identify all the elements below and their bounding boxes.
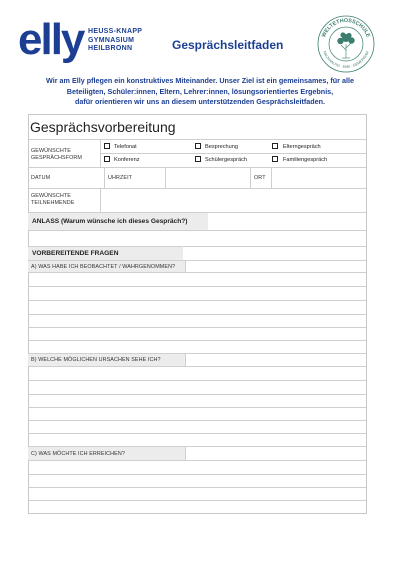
intro-text xyxy=(30,76,370,108)
vorbereitende-label: VORBEREITENDE FRAGEN xyxy=(32,250,119,257)
familiengesprach-label: Familiengespräch xyxy=(283,157,328,163)
divider xyxy=(28,167,367,168)
telefonat-label: Telefonat xyxy=(114,144,137,150)
divider xyxy=(100,188,101,212)
answer-a-line[interactable] xyxy=(28,327,367,328)
teilnehmende-label xyxy=(31,193,74,207)
seal-bottom-text: NACHHALTIG · FAIR · GEMEINSAM xyxy=(322,50,370,70)
uhrzeit-label: UHRZEIT xyxy=(108,175,133,181)
divider xyxy=(271,167,272,188)
seal-top-text: WELTETHOSSCHULE xyxy=(321,17,371,39)
elly-logo: elly xyxy=(18,15,84,64)
divider xyxy=(104,167,105,188)
divider xyxy=(28,139,367,140)
konferenz-label: Konferenz xyxy=(114,157,140,163)
schulergesprach-label: Schülergespräch xyxy=(205,157,247,163)
intro-line-1: Wir am Elly pflegen ein konstruktives Miteinander. Unser Ziel ist ein gemeinsames, für alle xyxy=(46,76,354,85)
gesprachsform-label xyxy=(31,148,82,161)
konferenz-checkbox[interactable] xyxy=(104,156,110,162)
divider xyxy=(185,446,186,460)
question-b-label: B) WELCHE MÖGLICHEN URSACHEN SEHE ICH? xyxy=(31,357,161,363)
answer-c-line[interactable] xyxy=(28,487,367,488)
answer-c-line[interactable] xyxy=(28,500,367,501)
answer-b-line[interactable] xyxy=(28,380,367,381)
answer-a-line[interactable] xyxy=(28,314,367,315)
answer-b-line[interactable] xyxy=(28,433,367,434)
gesprachsform-label-line-2: GESPRÄCHSFORM xyxy=(31,154,83,161)
divider xyxy=(28,230,367,231)
besprechung-checkbox[interactable] xyxy=(195,143,201,149)
elterngesprach-checkbox[interactable] xyxy=(272,143,278,149)
divider xyxy=(28,366,367,367)
divider xyxy=(185,260,186,272)
anlass-label: ANLASS (Warum wünsche ich dieses Gespräch?) xyxy=(32,218,188,225)
question-c-label: C) WAS MÖCHTE ICH ERREICHEN? xyxy=(31,451,125,457)
weltethos-seal-icon xyxy=(316,14,376,74)
answer-a-line[interactable] xyxy=(28,300,367,301)
divider xyxy=(100,153,367,154)
familiengesprach-checkbox[interactable] xyxy=(272,156,278,162)
teilnehmende-label-line-2: TEILNEHMENDE xyxy=(31,200,75,206)
section-title: Gesprächsvorbereitung xyxy=(30,119,176,135)
school-line-3: HEILBRONN xyxy=(88,45,133,53)
divider xyxy=(165,167,166,188)
telefonat-checkbox[interactable] xyxy=(104,143,110,149)
intro-line-3: dafür orientieren wir uns an diesem unterstützenden Gesprächsleitfaden. xyxy=(74,97,326,106)
answer-b-line[interactable] xyxy=(28,394,367,395)
divider xyxy=(250,167,251,188)
answer-c-line[interactable] xyxy=(28,474,367,475)
question-a-label: A) WAS HABE ICH BEOBACHTET / WAHRGENOMMEN? xyxy=(31,264,176,270)
datum-label: DATUM xyxy=(31,175,51,181)
school-line-2: GYMNASIUM xyxy=(88,36,135,44)
divider xyxy=(28,188,367,189)
teilnehmende-label-line-1: GEWÜNSCHTE xyxy=(31,193,71,199)
elterngesprach-label: Elterngespräch xyxy=(283,144,321,150)
intro-line-2: Beteiligten, Schüler:innen, Eltern, Lehrer:innen, lösungsorientiertes Ergebnis, xyxy=(66,86,334,96)
divider xyxy=(28,460,367,461)
answer-a-line[interactable] xyxy=(28,286,367,287)
school-name xyxy=(88,28,142,54)
answer-b-line[interactable] xyxy=(28,420,367,421)
schulergesprach-checkbox[interactable] xyxy=(195,156,201,162)
ort-label: ORT xyxy=(254,175,266,181)
answer-b-line[interactable] xyxy=(28,407,367,408)
divider xyxy=(185,353,186,366)
divider xyxy=(28,272,367,273)
document-title: Gesprächsleitfaden xyxy=(172,38,284,52)
answer-a-line[interactable] xyxy=(28,340,367,341)
gesprachsform-label-line-1: GEWÜNSCHTE xyxy=(31,148,71,154)
school-line-1: HEUSS-KNAPP xyxy=(88,28,143,35)
besprechung-label: Besprechung xyxy=(205,144,238,150)
